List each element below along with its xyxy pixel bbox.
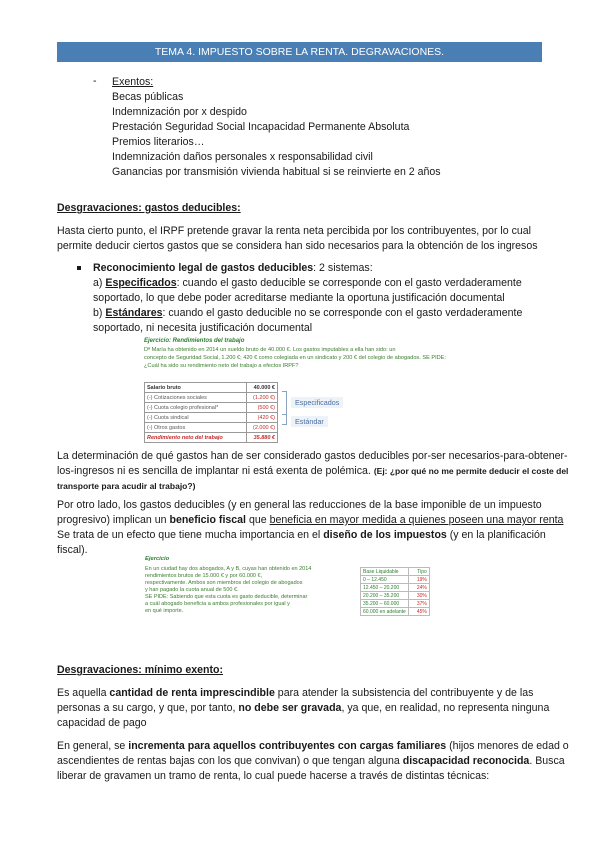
paragraph-line: progresivo) implican un beneficio fiscal que beneficia en mayor medida a quienes poseen una mayor renta	[57, 514, 564, 526]
table-row: (-) Otros gastos (2.000 €)	[145, 423, 278, 433]
tag-especificados: Especificados	[291, 397, 343, 408]
exento-item: Ganancias por transmisión vivienda habitual si se reinvierte en 2 años	[112, 166, 441, 178]
paragraph-line: Hasta cierto punto, el IRPF pretende gravar la renta neta percibida por los contribuyentes, por lo cual	[57, 225, 532, 237]
example-title: Ejercicio: Rendimientos del trabajo	[144, 338, 245, 344]
example-table	[144, 382, 278, 443]
table-row: (-) Cotizaciones sociales (1.200 €)	[145, 393, 278, 403]
paragraph-line: soportado, ni necesita justificación documental	[93, 322, 313, 334]
paragraph-line: capacidad de pago	[57, 717, 147, 729]
example-text: ¿Cuál ha sido su rendimiento neto del trabajo a efectos IRPF?	[144, 363, 299, 369]
example-text: SE PIDE: Sabiendo que esta cuota es gasto deducible, determinar	[145, 594, 308, 600]
exento-item: Premios literarios…	[112, 136, 205, 148]
paragraph-line: Por otro lado, los gastos deducibles (y en general las reducciones de la base imponible de un impuesto	[57, 499, 542, 511]
bracket-shape	[282, 391, 287, 415]
paragraph-line: transporte para acudir al trabajo?)	[57, 481, 196, 491]
table-row: Base Liquidable Tipo	[361, 568, 430, 576]
example-image-abogados	[145, 556, 455, 624]
page-header: TEMA 4. IMPUESTO SOBRE LA RENTA. DEGRAVACIONES.	[57, 42, 542, 62]
paragraph-line: Se trata de un efecto que tiene mucha importancia en el diseño de los impuestos (y en la planificación	[57, 529, 546, 541]
example-text: y han pagado la cuota anual de 500 €.	[145, 587, 239, 593]
paragraph-line: fiscal).	[57, 544, 88, 556]
table-row: (-) Cuota colegio profesional* (500 €)	[145, 403, 278, 413]
table-row: Rendimiento neto del trabajo 35.880 €	[145, 433, 278, 443]
paragraph-line: En general, se incrementa para aquellos contribuyentes con cargas familiares (hijos menores de edad o	[57, 740, 569, 752]
example-text: a cuál abogado beneficia a ambos profesionales por igual y	[145, 601, 290, 607]
sistema-especificados: a) Especificados: cuando el gasto deducible se corresponde con el gasto verdaderamente	[93, 277, 522, 289]
paragraph-line: permite deducir ciertos gastos que se considera han sido necesarios para la obtención de los ingresos	[57, 240, 538, 252]
paragraph-line: liberar de gravamen un tramo de renta, lo cual puede hacerse a través de distintas técnicas:	[57, 770, 490, 782]
example-text: concepto de Seguridad Social, 1.200 €; 420 € como colegiada en un sindicato y 200 € del colegio de abogados. SE PIDE:	[144, 355, 446, 361]
tax-bracket-table	[360, 567, 430, 616]
paragraph-line: La determinación de qué gastos han de ser considerado gastos deducibles por-ser necesarios-para-obtener-	[57, 450, 568, 462]
table-row: 20.200 – 35.200 30%	[361, 592, 430, 600]
exento-item: Prestación Seguridad Social Incapacidad Permanente Absoluta	[112, 121, 410, 133]
paragraph-line: soportado, lo que debe poder acreditarse mediante la oportuna justificación documental	[93, 292, 505, 304]
square-bullet	[77, 266, 81, 270]
example-text: en qué importe.	[145, 608, 184, 614]
example-text: respectivamente. Ambos son miembros del colegio de abogados	[145, 580, 303, 586]
table-row: Salario bruto 40.000 €	[145, 383, 278, 393]
tag-estandar: Estándar	[291, 416, 328, 427]
exento-item: Indemnización por x despido	[112, 106, 247, 118]
example-text: En un ciudad hay dos abogados, A y B, cuyas han obtenido en 2014	[145, 566, 312, 572]
section-heading-gastos: Desgravaciones: gastos deducibles:	[57, 202, 241, 214]
exentos-label: Exentos:	[112, 76, 154, 88]
paragraph-line: Es aquella cantidad de renta imprescindible para atender la subsistencia del contribuyente y de las	[57, 687, 534, 699]
paragraph-line: personas a su cargo, y que, por tanto, no debe ser gravada, ya que, en realidad, no representa ninguna	[57, 702, 550, 714]
dash-bullet: -	[93, 75, 97, 87]
example-text: rendimientos brutos de 15.000 € y por 60.000 €,	[145, 573, 263, 579]
bullet-reconocimiento: Reconocimiento legal de gastos deducibles: 2 sistemas:	[93, 262, 373, 274]
bracket-shape	[282, 414, 287, 425]
table-row: 60.000 en adelante 45%	[361, 608, 430, 616]
table-row: 0 – 12.450 19%	[361, 576, 430, 584]
table-row: (-) Cuota sindical (420 €)	[145, 413, 278, 423]
sistema-estandares: b) Estándares: cuando el gasto deducible no se corresponde con el gasto verdaderamente	[93, 307, 523, 319]
section-heading-minimo: Desgravaciones: mínimo exento:	[57, 664, 224, 676]
example-title: Ejercicio	[145, 556, 170, 562]
table-row: 12.450 – 20.200 24%	[361, 584, 430, 592]
paragraph-line: los-ingresos ni es sencilla de implantar ni está exenta de polémica. (Ej: ¿por qué no me permite deducir el coste del	[57, 465, 569, 477]
example-text: Dª María ha obtenido en 2014 un sueldo bruto de 40.000 €. Los gastos imputables a ella han sido: un	[144, 347, 396, 353]
exento-item: Indemnización daños personales x responsabilidad civil	[112, 151, 373, 163]
table-row: 35.200 – 60.000 37%	[361, 600, 430, 608]
paragraph-line: ascendientes de rentas bajas con los que convivan) o que tengan alguna discapacidad reconocida. Busca	[57, 755, 565, 767]
exento-item: Becas públicas	[112, 91, 184, 103]
example-image-rendimientos	[143, 338, 459, 441]
